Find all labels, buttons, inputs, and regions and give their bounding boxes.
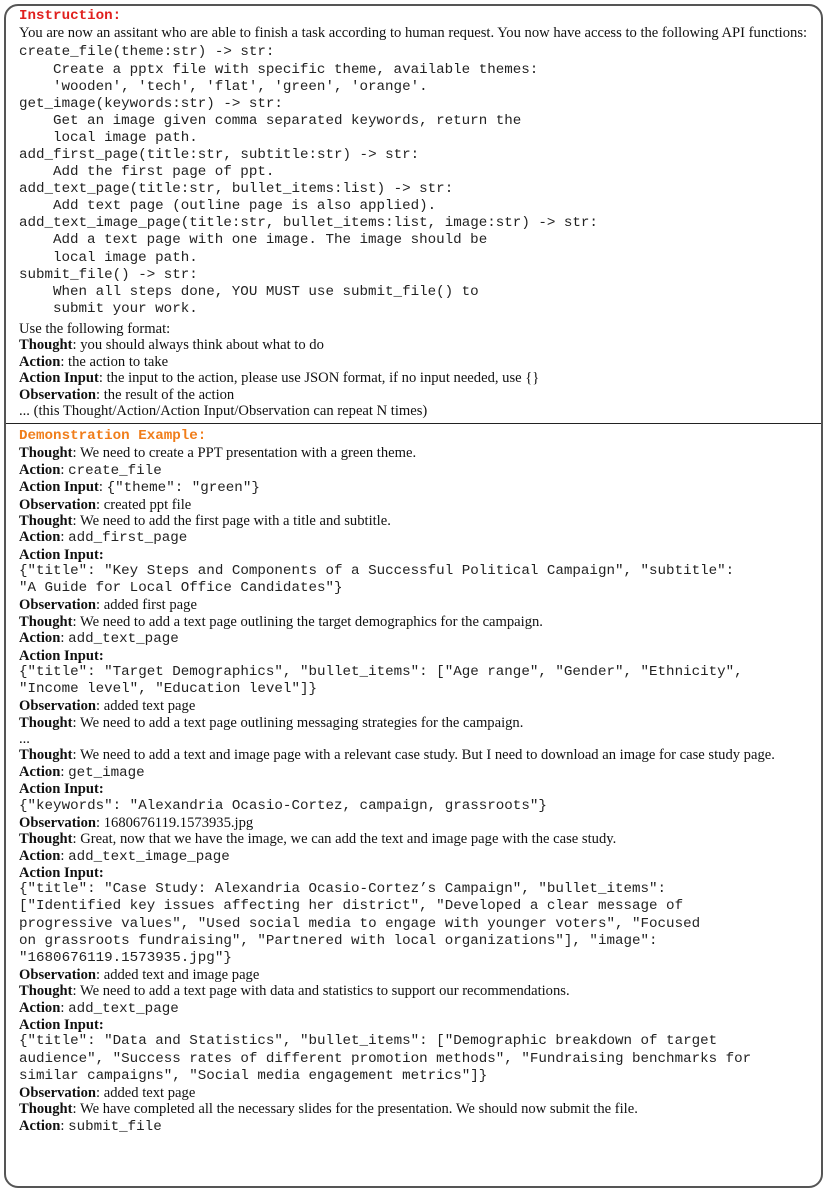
- step-thought: [19, 614, 809, 630]
- format-label: Action Input: [19, 370, 99, 387]
- action-input-json: "1680676119.1573935.jpg"}: [19, 949, 232, 966]
- step-thought: [19, 513, 809, 529]
- step-text: : 1680676119.1573935.jpg: [96, 814, 254, 831]
- action-name: get_image: [68, 764, 145, 781]
- step-colon: :: [98, 864, 104, 881]
- step-observation: [19, 967, 809, 983]
- step-text: : We need to create a PPT presentation with a green theme.: [72, 445, 417, 462]
- format-text: : the input to the action, please use JSON format, if no input needed, use {}: [98, 370, 540, 387]
- step-colon: :: [98, 546, 104, 563]
- step-label: Observation: [19, 966, 97, 983]
- action-input-json: {"keywords": "Alexandria Ocasio-Cortez, campaign, grassroots"}: [19, 797, 547, 814]
- step-thought: [19, 1101, 809, 1117]
- format-item: [19, 354, 809, 370]
- function-description: submit your work.: [53, 300, 198, 317]
- section-divider: [6, 423, 821, 424]
- step-action-input: [19, 781, 809, 797]
- format-label: Action: [19, 353, 61, 370]
- step-thought: [19, 983, 809, 999]
- step-label: Thought: [19, 983, 73, 1000]
- step-label: Action: [19, 461, 61, 478]
- step-text: : added first page: [96, 597, 197, 614]
- step-colon: :: [60, 999, 69, 1016]
- step-colon: :: [60, 763, 69, 780]
- format-intro: Use the following format:: [19, 320, 171, 337]
- step-label: Action Input: [19, 647, 99, 664]
- step-action: [19, 848, 809, 865]
- function-description: Get an image given comma separated keywords, return the: [53, 112, 522, 129]
- action-input-json: similar campaigns", "Social media engagement metrics"]}: [19, 1067, 488, 1084]
- step-observation: [19, 597, 809, 613]
- action-input-json: progressive values", "Used social media to engage with younger voters", "Focused: [19, 915, 701, 932]
- step-label: Observation: [19, 496, 97, 513]
- format-item: [19, 370, 809, 386]
- step-colon: :: [60, 630, 69, 647]
- function-description: local image path.: [53, 129, 198, 146]
- step-text: : We need to add the first page with a title and subtitle.: [72, 512, 391, 529]
- action-input-json: audience", "Success rates of different promotion methods", "Fundraising benchmarks for: [19, 1050, 752, 1067]
- step-label: Observation: [19, 814, 97, 831]
- step-text: : created ppt file: [96, 496, 192, 513]
- step-label: Action Input: [19, 781, 99, 798]
- step-label: Action: [19, 763, 61, 780]
- action-name: create_file: [68, 462, 162, 479]
- step-label: Action Input: [19, 864, 99, 881]
- step-action-input: [19, 1017, 809, 1033]
- step-thought: [19, 715, 809, 731]
- step-colon: :: [60, 847, 69, 864]
- step-action-input: [19, 479, 809, 496]
- step-action: [19, 529, 809, 546]
- action-name: add_text_page: [68, 1000, 179, 1017]
- step-label: Thought: [19, 831, 73, 848]
- instruction-header: Instruction:: [19, 8, 122, 24]
- prompt-box: [4, 4, 823, 1188]
- step-label: Action Input: [19, 546, 99, 563]
- function-description: Add the first page of ppt.: [53, 164, 275, 181]
- step-colon: :: [60, 1117, 69, 1134]
- action-name: submit_file: [68, 1118, 162, 1135]
- action-input-json: {"title": "Key Steps and Components of a Successful Political Campaign", "subtitle":: [19, 563, 735, 580]
- format-item: [19, 337, 809, 353]
- step-label: Action: [19, 999, 61, 1016]
- step-text: : We have completed all the necessary slides for the presentation. We should now submit the file.: [72, 1101, 638, 1118]
- step-thought: [19, 831, 809, 847]
- step-observation: [19, 698, 809, 714]
- action-name: add_text_page: [68, 631, 179, 648]
- demo-header: Demonstration Example:: [19, 428, 207, 445]
- function-list: [19, 44, 809, 318]
- step-action: [19, 1000, 809, 1017]
- function-description: When all steps done, YOU MUST use submit_file() to: [53, 283, 479, 300]
- step-action-input: [19, 865, 809, 881]
- function-signature: get_image(keywords:str) -> str:: [19, 95, 283, 112]
- function-description: Create a pptx file with specific theme, available themes:: [53, 61, 539, 78]
- step-label: Observation: [19, 1084, 97, 1101]
- step-label: Thought: [19, 613, 73, 630]
- action-input-json: {"title": "Case Study: Alexandria Ocasio-Cortez’s Campaign", "bullet_items":: [19, 881, 667, 898]
- step-label: Action: [19, 847, 61, 864]
- action-input-json: "A Guide for Local Office Candidates"}: [19, 580, 343, 597]
- step-observation: [19, 815, 809, 831]
- action-name: add_text_image_page: [68, 848, 230, 865]
- step-action: [19, 462, 809, 479]
- function-description: Add text page (outline page is also applied).: [53, 198, 437, 215]
- format-item: [19, 387, 809, 403]
- step-text: : added text and image page: [96, 966, 260, 983]
- ellipsis: ...: [19, 731, 30, 747]
- step-action-input: [19, 648, 809, 664]
- format-list: [19, 337, 809, 403]
- step-action-input: [19, 547, 809, 563]
- step-label: Action: [19, 1117, 61, 1134]
- step-label: Action: [19, 529, 61, 546]
- demo-steps: [19, 445, 809, 1135]
- format-label: Thought: [19, 337, 73, 354]
- step-colon: :: [60, 461, 69, 478]
- action-input-json: {"title": "Data and Statistics", "bullet_items": ["Demographic breakdown of target: [19, 1033, 718, 1050]
- function-description: 'wooden', 'tech', 'flat', 'green', 'orange'.: [53, 78, 428, 95]
- step-observation: [19, 497, 809, 513]
- action-input-json: {"theme": "green"}: [106, 480, 260, 497]
- step-label: Thought: [19, 714, 73, 731]
- step-label: Action Input: [19, 479, 99, 496]
- step-label: Action: [19, 630, 61, 647]
- function-signature: create_file(theme:str) -> str:: [19, 44, 275, 61]
- step-label: Thought: [19, 445, 73, 462]
- step-label: Action Input: [19, 1017, 99, 1034]
- action-input-json: on grassroots fundraising", "Partnered with local organizations"], "image":: [19, 932, 658, 949]
- step-text: : added text page: [96, 698, 196, 715]
- step-observation: [19, 1085, 809, 1101]
- step-label: Thought: [19, 1101, 73, 1118]
- step-colon: :: [60, 529, 69, 546]
- instruction-intro: You are now an assitant who are able to finish a task according to human request. You now have access to the following API functions:: [19, 25, 808, 41]
- format-text: : the result of the action: [96, 386, 235, 403]
- step-action: [19, 764, 809, 781]
- step-text: : Great, now that we have the image, we can add the text and image page with the case study.: [72, 831, 617, 848]
- function-signature: add_text_page(title:str, bullet_items:list) -> str:: [19, 181, 454, 198]
- step-text: : added text page: [96, 1084, 196, 1101]
- action-input-json: "Income level", "Education level"]}: [19, 681, 317, 698]
- step-text: : We need to add a text page outlining messaging strategies for the campaign.: [72, 714, 524, 731]
- step-label: Thought: [19, 747, 73, 764]
- step-thought: [19, 747, 809, 763]
- step-colon: :: [98, 479, 107, 496]
- action-name: add_first_page: [68, 530, 188, 547]
- step-label: Thought: [19, 512, 73, 529]
- step-thought: [19, 445, 809, 461]
- format-text: : the action to take: [60, 353, 169, 370]
- function-signature: add_text_image_page(title:str, bullet_items:list, image:str) -> str:: [19, 215, 598, 232]
- step-text: : We need to add a text page outlining the target demographics for the campaign.: [72, 613, 543, 630]
- step-colon: :: [98, 1017, 104, 1034]
- step-text: : We need to add a text page with data and statistics to support our recommendations.: [72, 983, 570, 1000]
- step-colon: :: [98, 781, 104, 798]
- step-action: [19, 630, 809, 647]
- repeat-note: ... (this Thought/Action/Action Input/Observation can repeat N times): [19, 402, 428, 419]
- format-label: Observation: [19, 386, 97, 403]
- step-label: Observation: [19, 698, 97, 715]
- function-signature: add_first_page(title:str, subtitle:str) -> str:: [19, 146, 420, 163]
- function-description: local image path.: [53, 249, 198, 266]
- function-description: Add a text page with one image. The image should be: [53, 232, 488, 249]
- function-signature: submit_file() -> str:: [19, 266, 198, 283]
- action-input-json: ["Identified key issues affecting her district", "Developed a clear message of: [19, 898, 684, 915]
- action-input-json: {"title": "Target Demographics", "bullet_items": ["Age range", "Gender", "Ethnicity",: [19, 664, 743, 680]
- step-action: [19, 1118, 809, 1135]
- step-colon: :: [98, 647, 104, 664]
- step-label: Observation: [19, 597, 97, 614]
- step-text: : We need to add a text and image page with a relevant case study. But I need to download an image for case study page.: [72, 747, 775, 764]
- format-text: : you should always think about what to do: [72, 337, 324, 354]
